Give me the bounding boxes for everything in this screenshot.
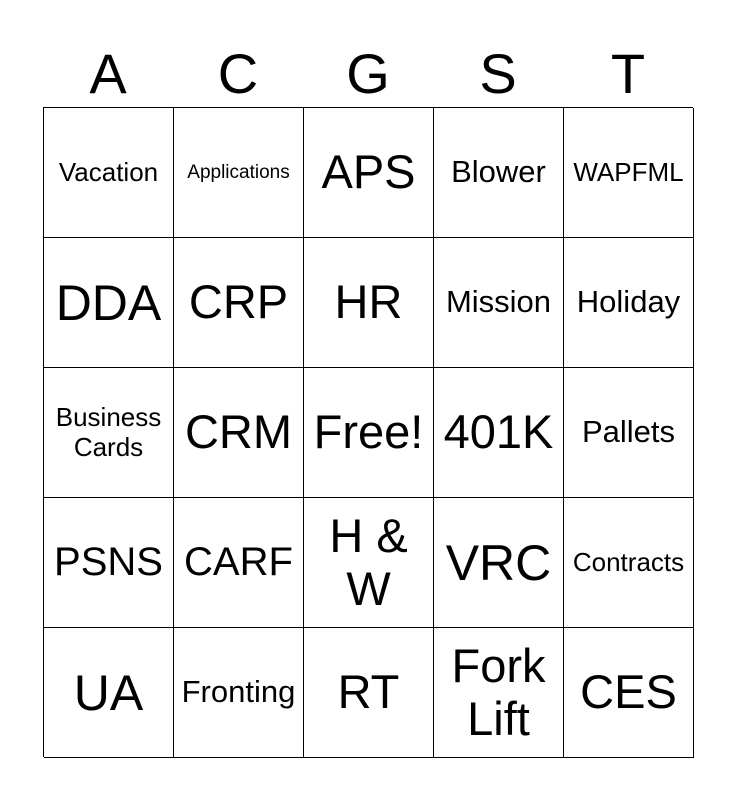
bingo-cell-r5-c4[interactable]: Fork Lift xyxy=(434,628,564,758)
bingo-cell-r3-c4[interactable]: 401K xyxy=(434,368,564,498)
bingo-cell-r1-c2[interactable]: Applications xyxy=(174,108,304,238)
bingo-cell-r2-c3[interactable]: HR xyxy=(304,238,434,368)
bingo-cell-r5-c2[interactable]: Fronting xyxy=(174,628,304,758)
bingo-cell-r4-c2[interactable]: CARF xyxy=(174,498,304,628)
bingo-cell-r4-c3[interactable]: H & W xyxy=(304,498,434,628)
header-letter-t: T xyxy=(610,42,646,105)
bingo-cell-r3-c1[interactable]: Business Cards xyxy=(44,368,174,498)
bingo-cell-r4-c1[interactable]: PSNS xyxy=(44,498,174,628)
header-letter-a: A xyxy=(89,42,127,105)
header-letter-g: G xyxy=(346,42,390,105)
bingo-cell-r5-c1[interactable]: UA xyxy=(44,628,174,758)
bingo-cell-r5-c3[interactable]: RT xyxy=(304,628,434,758)
bingo-cell-r3-c5[interactable]: Pallets xyxy=(564,368,694,498)
bingo-cell-r5-c5[interactable]: CES xyxy=(564,628,694,758)
bingo-cell-r3-c2[interactable]: CRM xyxy=(174,368,304,498)
header-letter-c: C xyxy=(217,42,259,105)
bingo-cell-r4-c5[interactable]: Contracts xyxy=(564,498,694,628)
bingo-grid xyxy=(43,107,693,757)
bingo-cell-r1-c4[interactable]: Blower xyxy=(434,108,564,238)
bingo-cell-r2-c5[interactable]: Holiday xyxy=(564,238,694,368)
bingo-cell-r2-c1[interactable]: DDA xyxy=(44,238,174,368)
bingo-cell-r1-c3[interactable]: APS xyxy=(304,108,434,238)
bingo-cell-free[interactable]: Free! xyxy=(304,368,434,498)
header-letter-s: S xyxy=(479,42,517,105)
bingo-cell-r2-c2[interactable]: CRP xyxy=(174,238,304,368)
bingo-cell-r4-c4[interactable]: VRC xyxy=(434,498,564,628)
bingo-header xyxy=(43,40,693,108)
bingo-cell-r2-c4[interactable]: Mission xyxy=(434,238,564,368)
bingo-cell-r1-c5[interactable]: WAPFML xyxy=(564,108,694,238)
bingo-cell-r1-c1[interactable]: Vacation xyxy=(44,108,174,238)
